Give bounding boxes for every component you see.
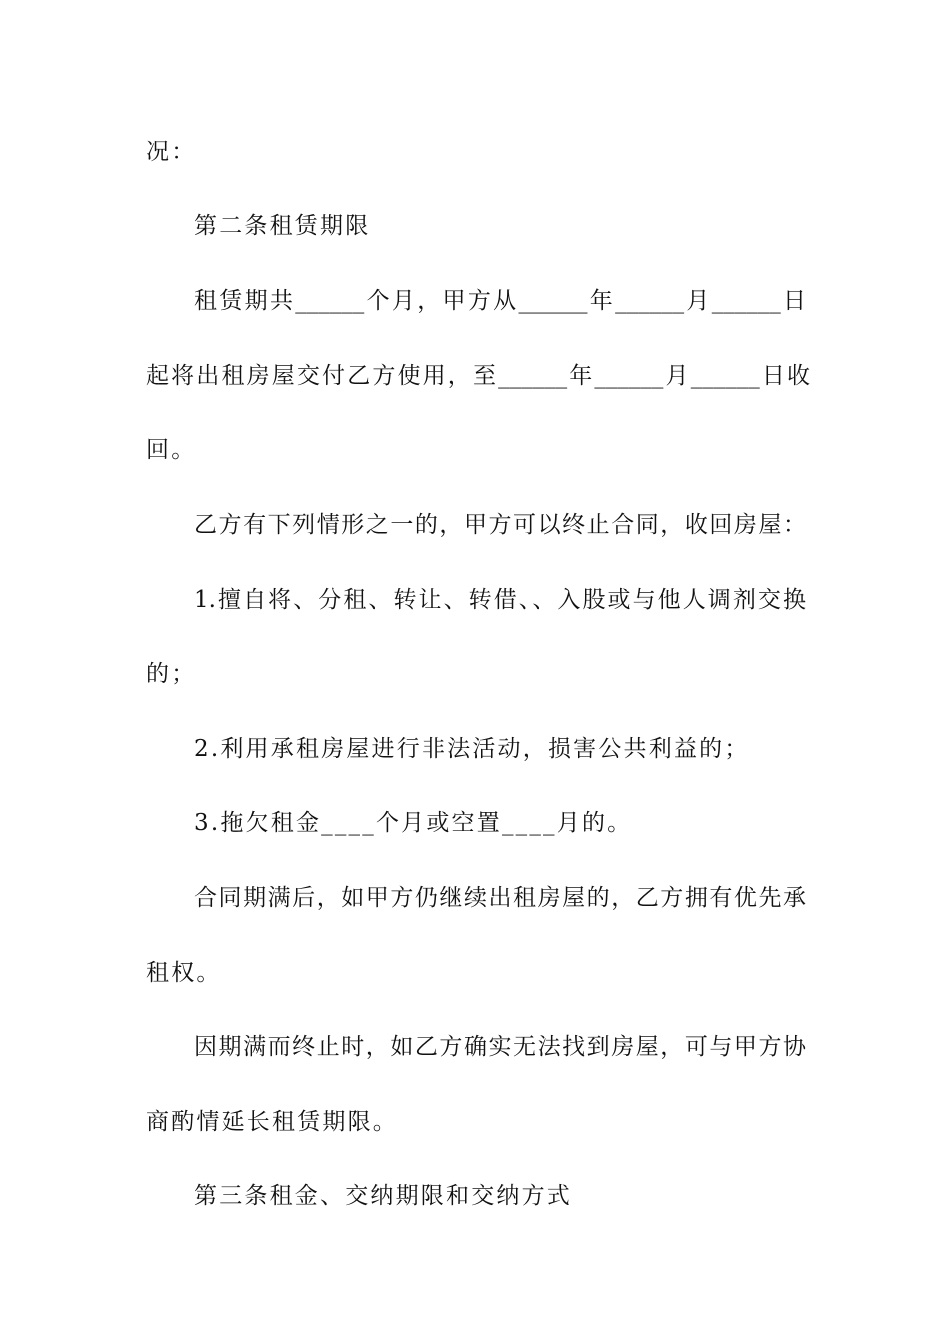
list-item-continuation: 的； — [146, 661, 197, 687]
list-item: 3.拖欠租金____个月或空置____月的。 — [194, 810, 633, 836]
paragraph-line: 回。 — [146, 437, 197, 463]
paragraph-line: 乙方有下列情形之一的，甲方可以终止合同，收回房屋： — [194, 512, 806, 538]
section-heading-rent: 第三条租金、交纳期限和交纳方式 — [194, 1183, 572, 1209]
paragraph-line: 商酌情延长租赁期限。 — [146, 1109, 398, 1135]
paragraph-line: 租赁期共______个月，甲方从______年______月______日 — [194, 288, 806, 314]
paragraph-line: 租权。 — [146, 960, 222, 986]
section-heading-term: 第二条租赁期限 — [194, 213, 371, 239]
paragraph-line: 起将出租房屋交付乙方使用，至______年______月______日收 — [146, 363, 810, 389]
list-item: 2.利用承租房屋进行非法活动，损害公共利益的； — [194, 736, 750, 762]
paragraph-line: 况： — [146, 139, 197, 165]
paragraph-line: 因期满而终止时，如乙方确实无法找到房屋，可与甲方协 — [194, 1034, 806, 1060]
paragraph-line: 合同期满后，如甲方仍继续出租房屋的，乙方拥有优先承 — [194, 885, 806, 911]
list-item: 1.擅自将、分租、转让、转借、、入股或与他人调剂交换 — [194, 587, 806, 613]
